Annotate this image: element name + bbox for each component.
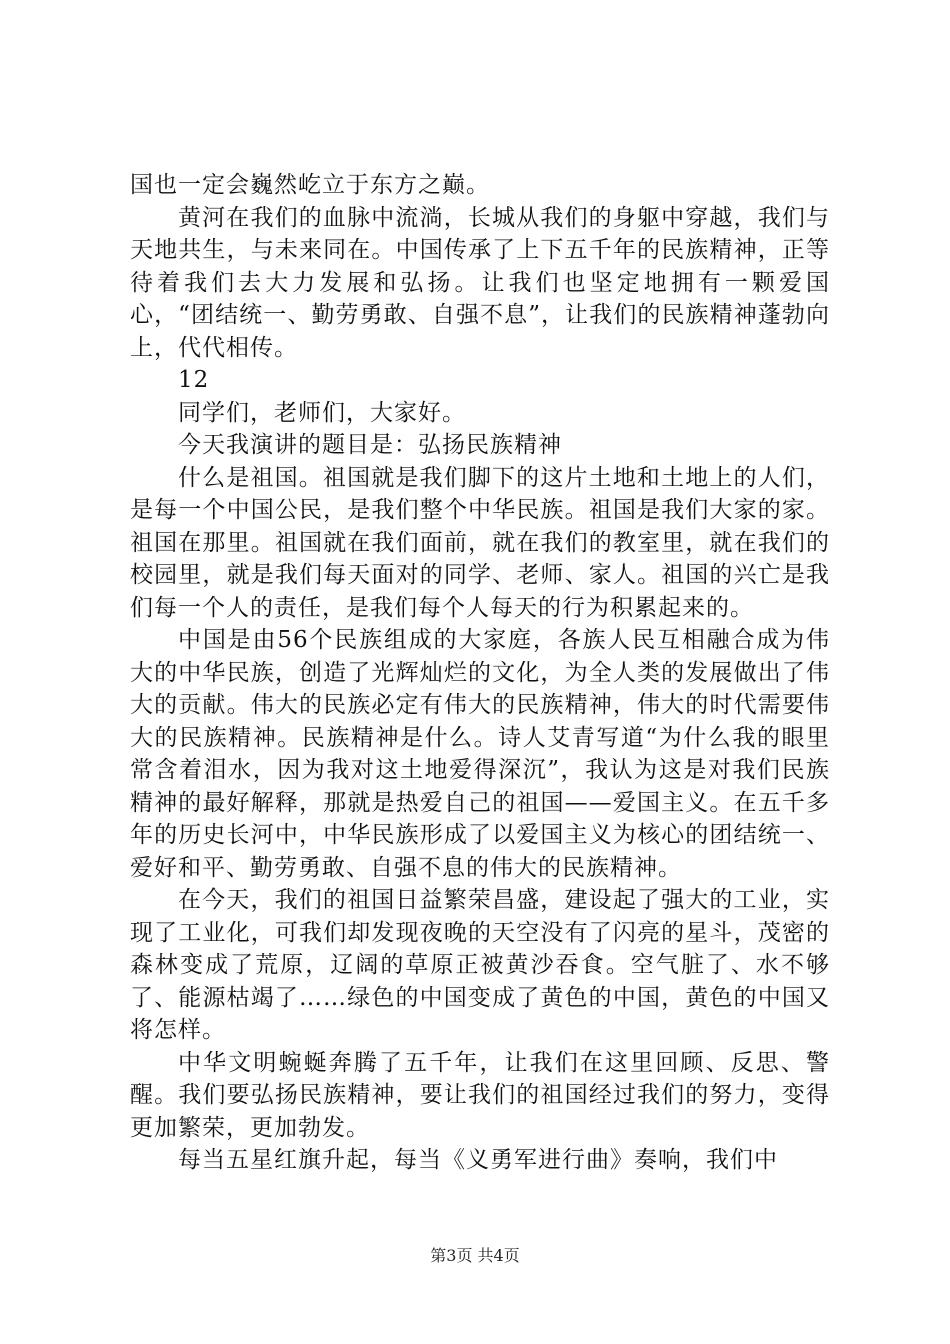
- paragraph: 什么是祖国。祖国就是我们脚下的这片土地和土地上的人们，是每一个中国公民，是我们整个中华民族。祖国是我们大家的家。祖国在那里。祖国就在我们面前，就在我们的教室里，就在我们的校园里，就是我们每天面对的同学、老师、家人。祖国的兴亡是我们每一个人的责任，是我们每个人每天的行为积累起来的。: [130, 464, 830, 621]
- paragraph-topic: 今天我演讲的题目是：弘扬民族精神: [178, 432, 562, 458]
- paragraph: 中华文明蜿蜒奔腾了五千年，让我们在这里回顾、反思、警醒。我们要弘扬民族精神，要让我们的祖国经过我们的努力，变得更加繁荣，更加勃发。: [130, 1049, 830, 1141]
- page-footer: 第3页 共4页: [430, 1246, 520, 1265]
- paragraph: 黄河在我们的血脉中流淌，长城从我们的身躯中穿越，我们与天地共生，与未来同在。中国传承了上下五千年的民族精神，正等待着我们去大力发展和弘扬。让我们也坚定地拥有一颗爱国心，“团结统一、勤劳勇敢、自强不息”，让我们的民族精神蓬勃向上，代代相传。: [130, 204, 830, 361]
- paragraph: 中国是由56个民族组成的大家庭，各族人民互相融合成为伟大的中华民族，创造了光辉灿烂的文化，为全人类的发展做出了伟大的贡献。伟大的民族必定有伟大的民族精神，伟大的时代需要伟大的民族精神。民族精神是什么。诗人艾青写道“为什么我的眼里常含着泪水，因为我对这土地爱得深沉”，我认为这是对我们民族精神的最好解释，那就是热爱自己的祖国——爱国主义。在五千多年的历史长河中，中华民族形成了以爱国主义为核心的团结统一、爱好和平、勤劳勇敢、自强不息的伟大的民族精神。: [130, 627, 830, 881]
- paragraph: 在今天，我们的祖国日益繁荣昌盛，建设起了强大的工业，实现了工业化，可我们却发现夜晚的天空没有了闪亮的星斗，茂密的森林变成了荒原，辽阔的草原正被黄沙吞食。空气脏了、水不够了、能源枯竭了……绿色的中国变成了黄色的中国，黄色的中国又将怎样。: [130, 887, 830, 1043]
- paragraph: 每当五星红旗升起，每当《义勇军进行曲》奏响，我们中: [178, 1147, 778, 1173]
- document-body: [130, 169, 830, 1177]
- section-number: 12: [178, 367, 210, 393]
- paragraph-greeting: 同学们，老师们，大家好。: [178, 399, 466, 426]
- paragraph-continuation: 国也一定会巍然屹立于东方之巅。: [130, 172, 490, 198]
